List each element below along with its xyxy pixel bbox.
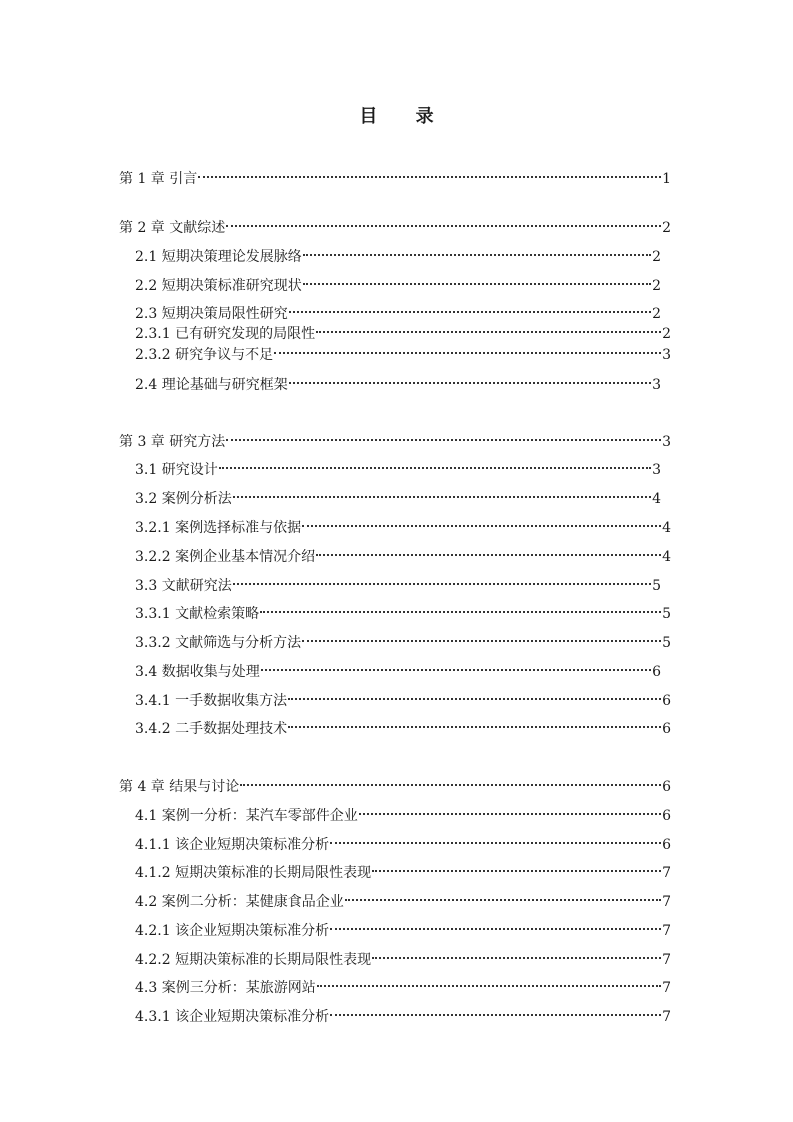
toc-entry-page-number: 6 — [662, 693, 671, 709]
dot-leader — [289, 298, 651, 318]
toc-entry-page-number: 3 — [652, 462, 661, 478]
toc-entry-label: 2.4 理论基础与研究框架 — [135, 377, 288, 393]
toc-entry-label: 3.3.1 文献检索策略 — [135, 606, 260, 622]
toc-entry-label: 2.2 短期决策标准研究现状 — [135, 278, 302, 294]
dot-leader — [330, 1001, 661, 1021]
toc-entry-label: 第 3 章 研究方法 — [119, 434, 226, 450]
toc-entry-page-number: 2 — [652, 278, 661, 294]
dot-leader — [198, 163, 661, 183]
dot-leader — [274, 339, 661, 359]
toc-section-entry[interactable] — [135, 944, 671, 968]
toc-section-entry[interactable] — [135, 829, 671, 853]
toc-entry-label: 3.3 文献研究法 — [135, 578, 232, 594]
toc-entry-page-number: 3 — [652, 377, 661, 393]
toc-entry-page-number: 2 — [652, 249, 661, 265]
dot-leader — [261, 656, 651, 676]
toc-section-entry[interactable] — [135, 713, 671, 737]
toc-entry-page-number: 7 — [662, 980, 671, 996]
toc-entry-page-number: 7 — [662, 923, 671, 939]
dot-leader — [317, 972, 661, 992]
toc-entry-label: 3.2.1 案例选择标准与依据 — [135, 520, 302, 536]
toc-section-entry[interactable] — [135, 972, 671, 996]
toc-entry-page-number: 6 — [662, 808, 671, 824]
dot-leader — [219, 454, 651, 474]
toc-entry-page-number: 5 — [652, 578, 661, 594]
dot-leader — [289, 369, 651, 389]
toc-section-entry[interactable] — [135, 369, 661, 393]
toc-entry-label: 第 2 章 文献综述 — [119, 220, 226, 236]
toc-entry-label: 4.2.1 该企业短期决策标准分析 — [135, 923, 330, 939]
toc-entry-label: 3.4.1 一手数据收集方法 — [135, 693, 288, 709]
toc-entry-label: 4.1.1 该企业短期决策标准分析 — [135, 837, 330, 853]
toc-entry-label: 3.4.2 二手数据处理技术 — [135, 721, 288, 737]
toc-section-entry[interactable] — [135, 800, 671, 824]
toc-entry-label: 4.3.1 该企业短期决策标准分析 — [135, 1009, 330, 1025]
toc-entry-page-number: 3 — [662, 434, 671, 450]
dot-leader — [302, 512, 661, 532]
toc-section-entry[interactable] — [135, 512, 671, 536]
dot-leader — [226, 212, 661, 232]
dot-leader — [372, 857, 661, 877]
dot-leader — [240, 771, 661, 791]
toc-entry-page-number: 3 — [662, 347, 671, 363]
dot-leader — [345, 886, 661, 906]
dot-leader — [330, 915, 661, 935]
toc-entry-label: 3.2.2 案例企业基本情况介绍 — [135, 549, 316, 565]
toc-section-entry[interactable] — [135, 685, 671, 709]
dot-leader — [330, 829, 661, 849]
toc-section-entry[interactable] — [135, 298, 661, 322]
dot-leader — [288, 685, 661, 705]
toc-entry-page-number: 7 — [662, 894, 671, 910]
toc-section-entry[interactable] — [135, 656, 661, 680]
dot-leader — [316, 541, 661, 561]
dot-leader — [233, 483, 651, 503]
toc-entry-label: 第 1 章 引言 — [119, 171, 198, 187]
toc-entry-page-number: 6 — [662, 837, 671, 853]
toc-section-entry[interactable] — [135, 598, 671, 622]
toc-section-entry[interactable] — [135, 339, 671, 363]
toc-section-entry[interactable] — [135, 886, 671, 910]
toc-section-entry[interactable] — [135, 857, 671, 881]
toc-entry-label: 4.1 案例一分析：某汽车零部件企业 — [135, 808, 358, 824]
dot-leader — [233, 570, 651, 590]
toc-section-entry[interactable] — [135, 570, 661, 594]
toc-entry-label: 4.3 案例三分析：某旅游网站 — [135, 980, 316, 996]
toc-section-entry[interactable] — [135, 1001, 671, 1025]
dot-leader — [260, 598, 661, 618]
toc-entry-label: 2.3.2 研究争议与不足 — [135, 347, 274, 363]
dot-leader — [302, 627, 661, 647]
toc-chapter-entry[interactable] — [119, 426, 671, 450]
toc-entry-label: 3.1 研究设计 — [135, 462, 218, 478]
toc-entry-label: 4.2 案例二分析：某健康食品企业 — [135, 894, 344, 910]
toc-entry-page-number: 4 — [662, 549, 671, 565]
toc-entry-label: 3.4 数据收集与处理 — [135, 664, 260, 680]
toc-entry-label: 3.2 案例分析法 — [135, 491, 232, 507]
toc-section-entry[interactable] — [135, 627, 671, 651]
toc-entry-label: 4.2.2 短期决策标准的长期局限性表现 — [135, 952, 372, 968]
toc-section-entry[interactable] — [135, 541, 671, 565]
dot-leader — [303, 241, 651, 261]
toc-entry-page-number: 5 — [662, 635, 671, 651]
toc-entry-label: 3.3.2 文献筛选与分析方法 — [135, 635, 302, 651]
toc-section-entry[interactable] — [135, 454, 661, 478]
toc-section-entry[interactable] — [135, 483, 661, 507]
toc-entry-page-number: 2 — [662, 326, 671, 342]
toc-chapter-entry[interactable] — [119, 163, 671, 187]
toc-entry-page-number: 6 — [662, 721, 671, 737]
dot-leader — [303, 270, 651, 290]
toc-entry-page-number: 7 — [662, 952, 671, 968]
toc-entry-label: 第 4 章 结果与讨论 — [119, 779, 240, 795]
dot-leader — [226, 426, 661, 446]
toc-entry-page-number: 7 — [662, 1009, 671, 1025]
toc-section-entry[interactable] — [135, 241, 661, 265]
toc-section-entry[interactable] — [135, 318, 671, 342]
dot-leader — [316, 318, 661, 338]
toc-entry-page-number: 7 — [662, 865, 671, 881]
toc-entry-page-number: 2 — [652, 306, 661, 322]
toc-entry-page-number: 5 — [662, 606, 671, 622]
toc-entry-page-number: 4 — [652, 491, 661, 507]
toc-entry-page-number: 6 — [662, 779, 671, 795]
toc-entry-page-number: 4 — [662, 520, 671, 536]
toc-entry-label: 2.3.1 已有研究发现的局限性 — [135, 326, 316, 342]
toc-section-entry[interactable] — [135, 915, 671, 939]
dot-leader — [372, 944, 661, 964]
toc-chapter-entry[interactable] — [119, 212, 671, 236]
page-title: 目 录 — [359, 106, 450, 127]
toc-chapter-entry[interactable] — [119, 771, 671, 795]
dot-leader — [288, 713, 661, 733]
toc-entry-page-number: 1 — [662, 171, 671, 187]
toc-entry-page-number: 2 — [662, 220, 671, 236]
toc-entry-page-number: 6 — [652, 664, 661, 680]
toc-entry-label: 2.1 短期决策理论发展脉络 — [135, 249, 302, 265]
dot-leader — [359, 800, 661, 820]
toc-entry-label: 4.1.2 短期决策标准的长期局限性表现 — [135, 865, 372, 881]
toc-section-entry[interactable] — [135, 270, 661, 294]
toc-entry-label: 2.3 短期决策局限性研究 — [135, 306, 288, 322]
